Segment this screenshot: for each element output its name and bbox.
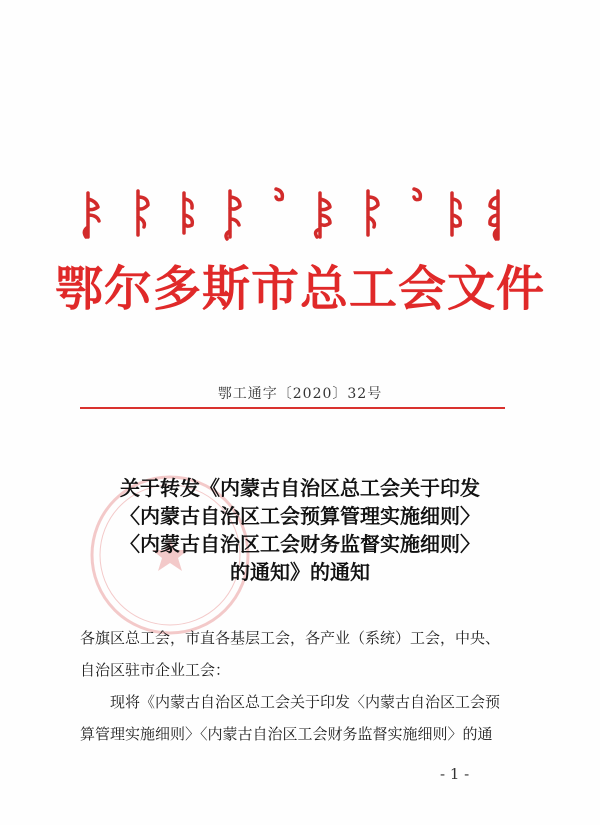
notice-title xyxy=(0,474,600,586)
recipients-line: 自治区驻市企业工会： xyxy=(80,661,231,679)
mongolian-script-header xyxy=(80,185,510,245)
body-paragraph-line: 现将《内蒙古自治区总工会关于印发〈内蒙古自治区工会预 xyxy=(110,693,501,711)
notice-body xyxy=(80,622,520,750)
red-divider-line xyxy=(80,407,505,409)
body-paragraph-line: 算管理实施细则〉〈内蒙古自治区工会财务监督实施细则〉的通 xyxy=(80,725,493,743)
page-number: - 1 - xyxy=(440,765,470,783)
notice-title-line: 〈内蒙古自治区工会财务监督实施细则〉 xyxy=(120,532,480,556)
notice-title-line: 关于转发《内蒙古自治区总工会关于印发 xyxy=(120,476,480,500)
document-number: 鄂工通字〔2020〕32号 xyxy=(217,386,383,402)
notice-title-line: 〈内蒙古自治区工会预算管理实施细则〉 xyxy=(120,504,480,528)
issuer-header-title: 鄂尔多斯市总工会文件 xyxy=(54,261,545,317)
recipients-line: 各旗区总工会，市直各基层工会，各产业（系统）工会，中央、 xyxy=(80,629,501,647)
notice-title-line: 的通知》的通知 xyxy=(230,560,370,584)
